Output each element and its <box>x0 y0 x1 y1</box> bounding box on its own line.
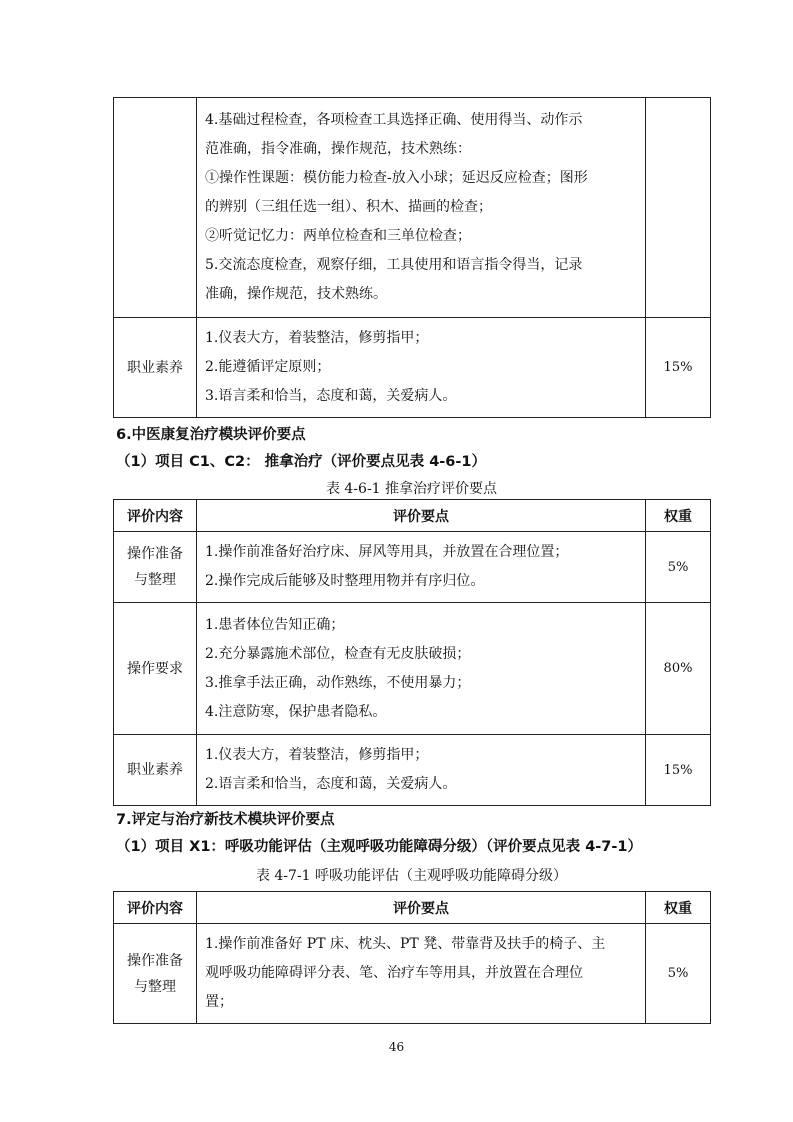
row-label <box>114 532 197 603</box>
content-line: ①操作性课题：模仿能力检查-放入小球；延迟反应检查；图形 <box>205 170 588 186</box>
row-weight <box>646 98 711 318</box>
row-weight: 15% <box>646 318 711 418</box>
row-weight: 5% <box>646 924 711 1024</box>
row-label: 职业素养 <box>114 318 197 418</box>
row-label <box>114 924 197 1024</box>
content-line: 4.基础过程检查，各项检查工具选择正确、使用得当、动作示 <box>205 112 583 128</box>
table-row <box>114 532 711 603</box>
label-line: 操作要求 <box>127 660 183 677</box>
label-line: 职业素养 <box>127 762 183 778</box>
row-weight: 15% <box>646 735 711 806</box>
column-header: 评价内容 <box>114 500 197 532</box>
table-row <box>114 603 711 735</box>
table-header-row <box>114 500 711 532</box>
content-line: 的辨别（三组任选一组）、积木、描画的检查； <box>205 199 492 215</box>
row-weight: 80% <box>646 603 711 735</box>
content-line: 置； <box>205 994 233 1010</box>
table-row <box>114 735 711 806</box>
content-line: 1.操作前准备好治疗床、屏风等用具，并放置在合理位置； <box>205 544 569 560</box>
row-label <box>114 735 197 806</box>
column-header: 评价要点 <box>197 892 646 924</box>
content-line: 范准确，指令准确，操作规范，技术熟练： <box>205 141 471 157</box>
column-header: 评价要点 <box>197 500 646 532</box>
table-row <box>114 924 711 1024</box>
row-weight: 5% <box>646 532 711 603</box>
content-line: ②听觉记忆力：两单位检查和三单位检查； <box>205 228 471 244</box>
row-label <box>114 603 197 735</box>
row-label <box>114 98 197 318</box>
table-4-6-1 <box>113 499 711 806</box>
row-content <box>197 603 646 735</box>
content-line: 2.语言柔和恰当，态度和蔼，关爱病人。 <box>205 776 457 792</box>
section-heading: 7.评定与治疗新技术模块评价要点 <box>116 812 335 828</box>
content-line: 1.操作前准备好 PT 床、枕头、PT 凳、带靠背及扶手的椅子、主 <box>205 936 606 952</box>
row-content <box>197 924 646 1024</box>
content-line: 4.注意防寒，保护患者隐私。 <box>205 703 387 720</box>
label-line: 操作准备 <box>127 952 183 969</box>
content-line: 1.患者体位告知正确； <box>205 616 345 633</box>
table-header-row <box>114 892 711 924</box>
column-header: 权重 <box>646 500 711 532</box>
label-line: 操作准备 <box>127 546 183 562</box>
content-line: 2.操作完成后能够及时整理用物并有序归位。 <box>205 573 485 589</box>
content-line: 3.语言柔和恰当，态度和蔼，关爱病人。 <box>205 388 457 404</box>
continued-table <box>113 97 711 418</box>
content-line: 2.充分暴露施术部位，检查有无皮肤破损； <box>205 645 471 662</box>
content-line: 1.仪表大方，着装整洁，修剪指甲； <box>205 330 429 346</box>
content-line: 2.能遵循评定原则； <box>205 359 331 375</box>
label-line: 与整理 <box>134 572 176 588</box>
content-line: 观呼吸功能障碍评分表、笔、治疗车等用具，并放置在合理位 <box>205 965 583 981</box>
content-line: 准确，操作规范，技术熟练。 <box>205 286 387 302</box>
table-caption: 表 4-7-1 呼吸功能评估（主观呼吸功能障碍分级） <box>255 868 568 884</box>
content-line: 3.推拿手法正确，动作熟练，不使用暴力； <box>205 674 471 691</box>
page-number: 46 <box>388 1040 405 1054</box>
row-content <box>197 532 646 603</box>
column-header: 评价内容 <box>114 892 197 924</box>
table-row <box>114 318 711 418</box>
section-heading: 6.中医康复治疗模块评价要点 <box>116 427 306 443</box>
label-line: 与整理 <box>134 978 176 995</box>
row-content <box>197 98 646 318</box>
table-row <box>114 98 711 318</box>
table-caption: 表 4-6-1 推拿治疗评价要点 <box>325 481 498 497</box>
table-4-7-1 <box>113 891 711 1024</box>
content-line: 1.仪表大方，着装整洁，修剪指甲； <box>205 747 429 763</box>
item-heading: （1）项目 X1：呼吸功能评估（主观呼吸功能障碍分级）（评价要点见表 4-7-1） <box>116 839 643 855</box>
item-heading: （1）项目 C1、C2： 推拿治疗（评价要点见表 4-6-1） <box>116 454 486 470</box>
content-line: 5.交流态度检查，观察仔细，工具使用和语言指令得当，记录 <box>205 257 583 273</box>
row-content <box>197 318 646 418</box>
row-content <box>197 735 646 806</box>
column-header: 权重 <box>646 892 711 924</box>
